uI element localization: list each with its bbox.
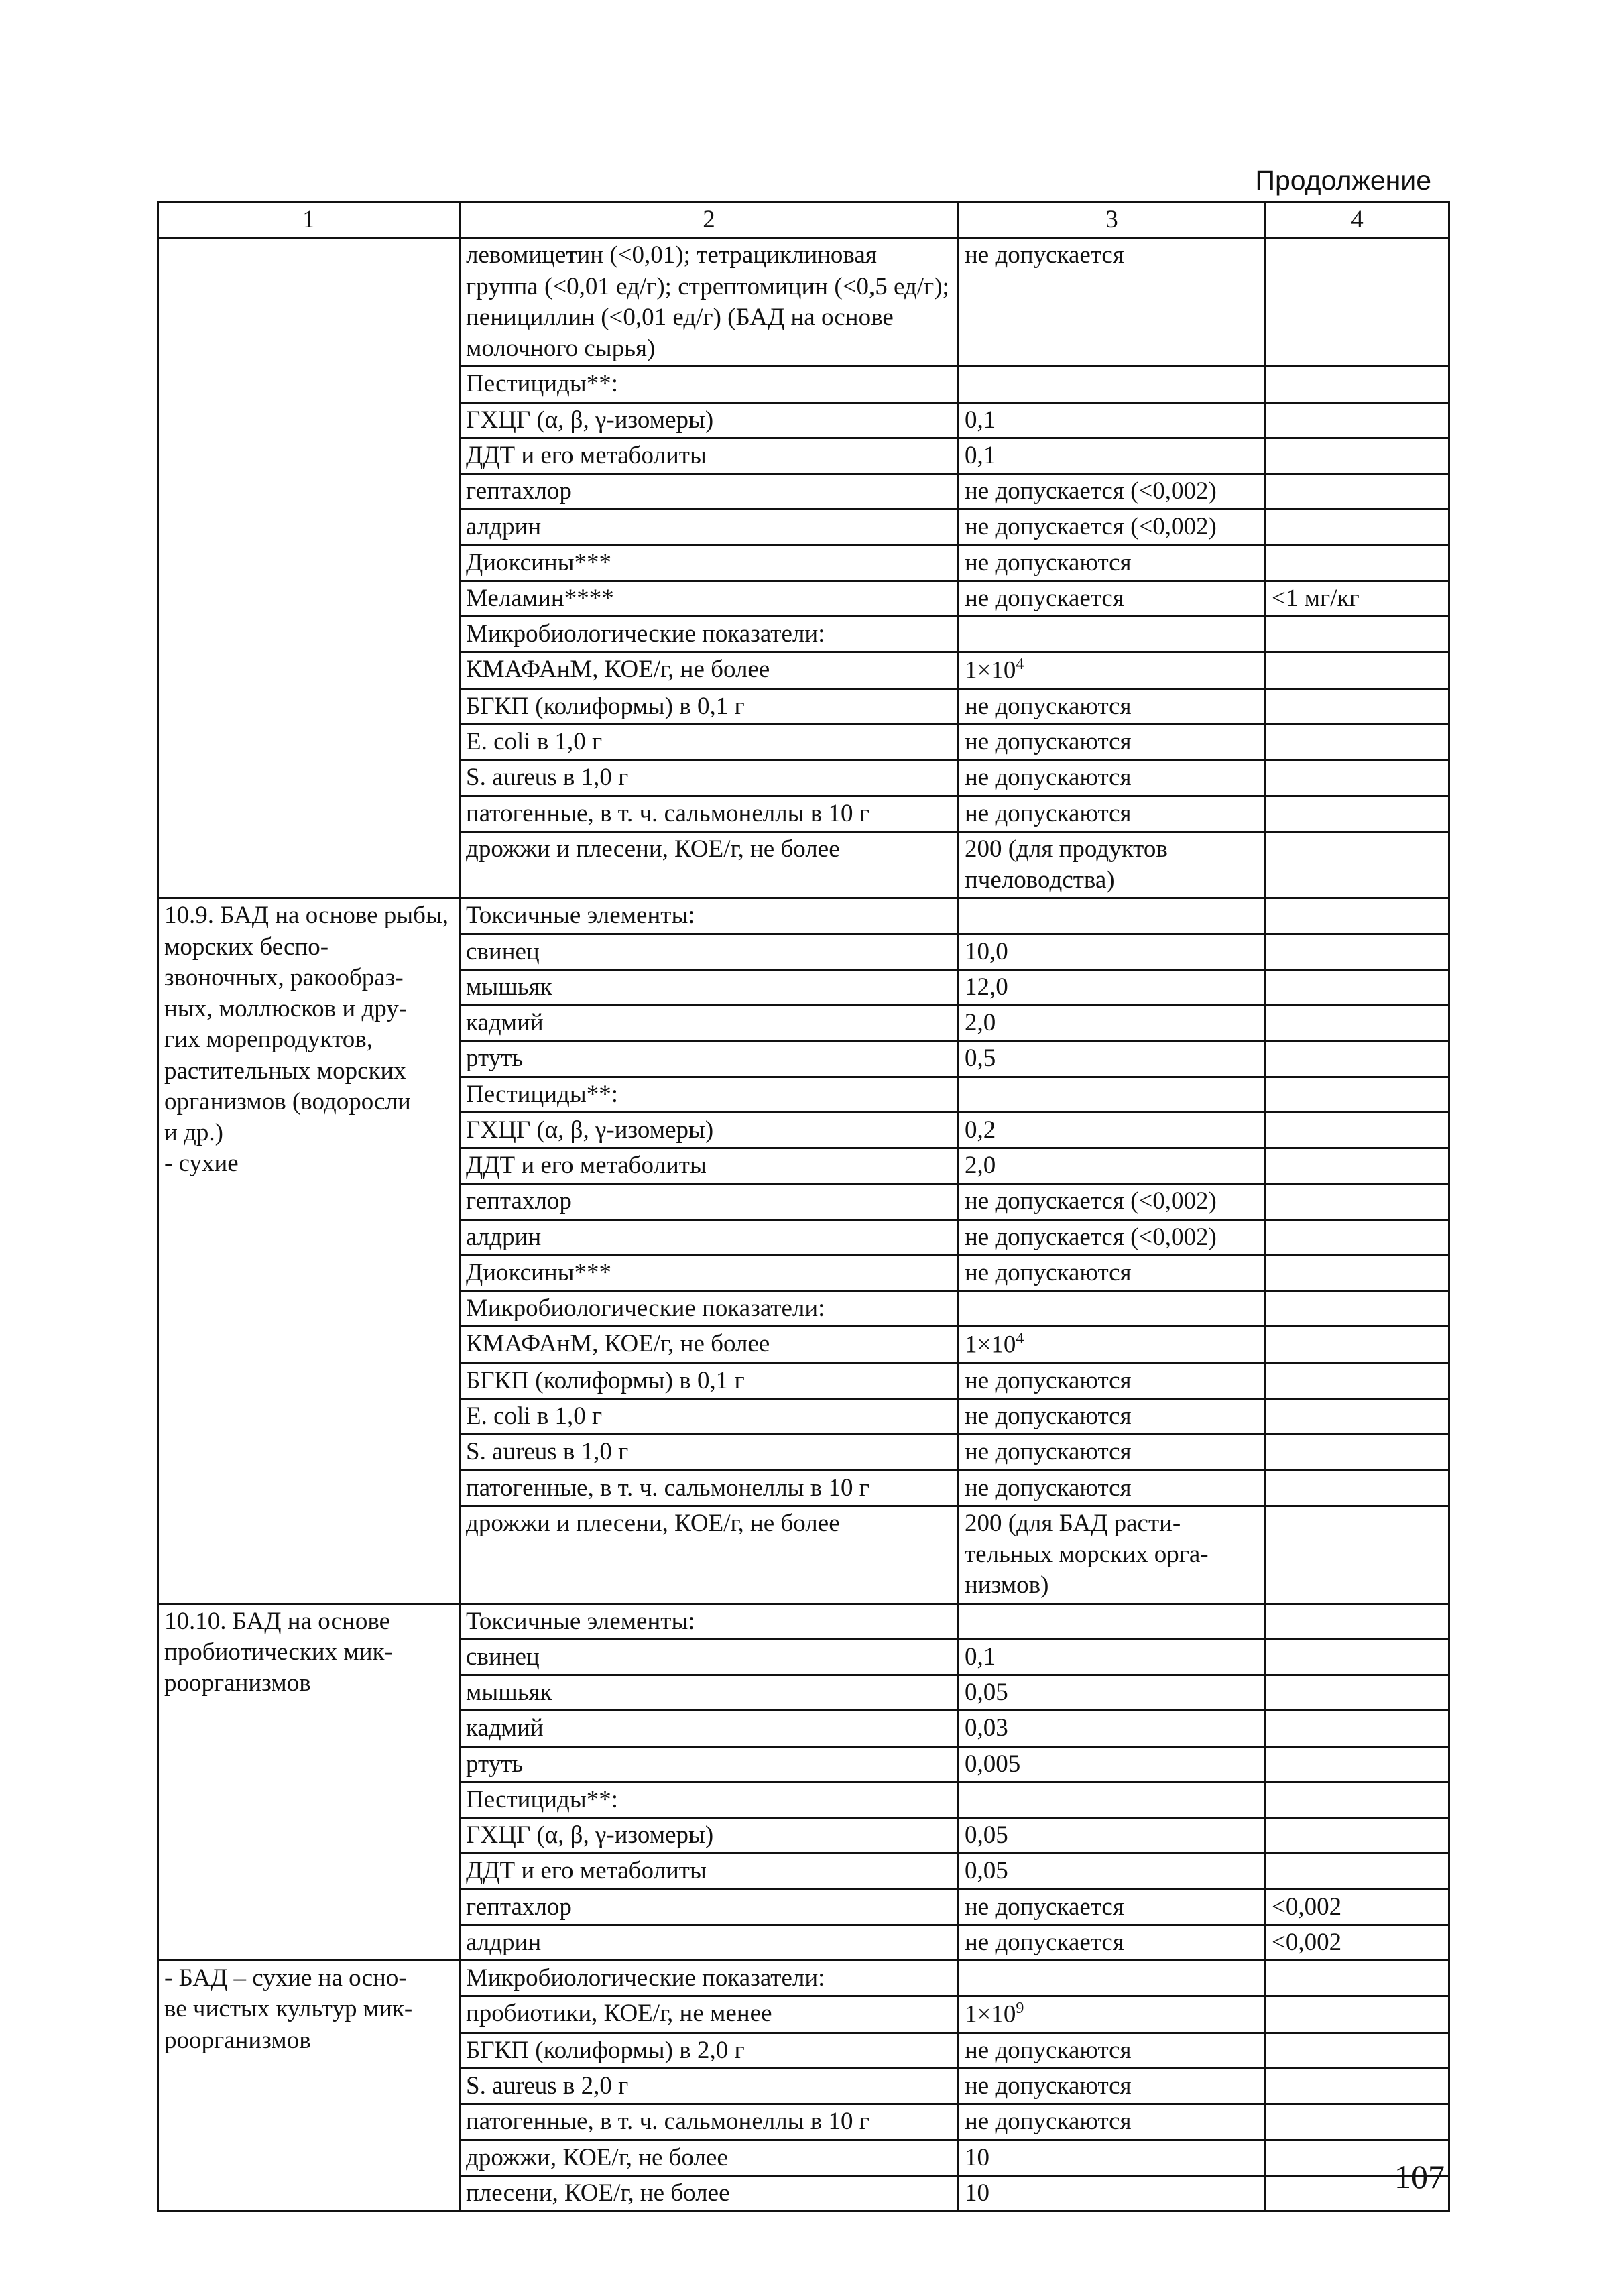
empty-cell [959, 1291, 1266, 1327]
limit-cell [959, 581, 1266, 616]
note-cell [1266, 2033, 1449, 2068]
limit-cell [959, 1639, 1266, 1675]
limit-cell [959, 1996, 1266, 2033]
indicator-cell: гептахлор [460, 1889, 959, 1925]
limit-cell [959, 438, 1266, 473]
group-label: Токсичные элементы: [460, 898, 959, 934]
limit-cell [959, 2033, 1266, 2068]
empty-cell [959, 1077, 1266, 1112]
limit-value: 0,1 [965, 441, 996, 469]
limit-value: 10 [965, 2143, 989, 2171]
limit-value: не допускаются [965, 1473, 1132, 1502]
indicator-cell: гептахлор [460, 1184, 959, 1219]
limit-value: 0,05 [965, 1821, 1008, 1850]
group-row [158, 1604, 1449, 1639]
note-cell [1266, 1006, 1449, 1041]
note-cell [1266, 1818, 1449, 1854]
limit-value: 1×10 [965, 2000, 1016, 2029]
note-cell [1266, 238, 1449, 367]
limit-cell [959, 1363, 1266, 1398]
limit-value: не допускается (<0,002) [965, 1223, 1217, 1251]
note-cell [1266, 1399, 1449, 1435]
column-header: 3 [959, 202, 1266, 238]
group-row [158, 898, 1449, 934]
limit-value: 2,0 [965, 1009, 996, 1037]
limit-cell [959, 2104, 1266, 2140]
indicator-cell: кадмий [460, 1006, 959, 1041]
limit-cell [959, 1925, 1266, 1960]
indicator-cell: мышьяк [460, 969, 959, 1005]
empty-cell [1266, 1604, 1449, 1639]
limit-cell [959, 238, 1266, 367]
table-row [158, 238, 1449, 367]
limit-cell [959, 652, 1266, 689]
indicator-cell: мышьяк [460, 1675, 959, 1711]
limit-value: не допускается [965, 1928, 1124, 1956]
group-label: Пестициды**: [460, 1077, 959, 1112]
indicator-cell: алдрин [460, 1219, 959, 1255]
limit-value: 0,5 [965, 1044, 996, 1073]
note-cell [1266, 509, 1449, 545]
limit-value: не допускаются [965, 2108, 1132, 2136]
indicator-cell: КМАФАнМ, КОЕ/г, не более [460, 1327, 959, 1364]
continuation-label: Продолжение [1255, 165, 1431, 196]
indicator-cell: ГХЦГ (α, β, γ-изомеры) [460, 1112, 959, 1148]
page-number: 107 [1394, 2158, 1445, 2195]
limit-value: не допускаются [965, 1402, 1132, 1431]
limit-value: не допускаются [965, 1258, 1132, 1286]
limit-cell [959, 725, 1266, 760]
requirements-table [157, 201, 1450, 2212]
limit-cell [959, 1675, 1266, 1711]
limit-cell [959, 969, 1266, 1005]
note-cell [1266, 1711, 1449, 1746]
indicator-cell: левомицетин (<0,01); тетрациклиновая группа (<0,01 ед/г); стрептомицин (<0,5 ед/г); пенициллин (<0,01 ед/г) (БАД на основе молочного сырья) [460, 238, 959, 367]
empty-cell [959, 617, 1266, 652]
empty-cell [959, 1782, 1266, 1817]
indicator-cell: свинец [460, 934, 959, 969]
limit-cell [959, 474, 1266, 509]
note-cell [1266, 1470, 1449, 1506]
note-cell [1266, 1675, 1449, 1711]
limit-cell [959, 1041, 1266, 1077]
note-cell [1266, 2069, 1449, 2104]
limit-value: не допускаются [965, 764, 1132, 792]
product-category: 10.10. БАД на основе пробиотических мик- роорганизмов [158, 1604, 460, 1961]
note-cell [1266, 1255, 1449, 1290]
indicator-cell: патогенные, в т. ч. сальмонеллы в 10 г [460, 1470, 959, 1506]
limit-value: не допускаются [965, 799, 1132, 827]
note-cell [1266, 688, 1449, 724]
limit-cell [959, 1219, 1266, 1255]
limit-value: не допускаются [965, 728, 1132, 756]
note-cell [1266, 545, 1449, 581]
limit-value: 0,05 [965, 1857, 1008, 1885]
indicator-cell: дрожжи, КОЕ/г, не более [460, 2140, 959, 2175]
limit-value: 2,0 [965, 1152, 996, 1180]
limit-cell [959, 688, 1266, 724]
limit-value: не допускаются [965, 548, 1132, 577]
limit-cell [959, 796, 1266, 831]
limit-value: не допускается (<0,002) [965, 477, 1217, 505]
limit-cell [959, 1327, 1266, 1364]
limit-value: 0,2 [965, 1115, 996, 1144]
note-cell [1266, 1435, 1449, 1470]
indicator-cell: ГХЦГ (α, β, γ-изомеры) [460, 1818, 959, 1854]
limit-exponent: 9 [1016, 2000, 1024, 2018]
group-label: Микробиологические показатели: [460, 1291, 959, 1327]
note-cell [1266, 934, 1449, 969]
indicator-cell: БГКП (колиформы) в 2,0 г [460, 2033, 959, 2068]
note-cell [1266, 760, 1449, 796]
column-header: 4 [1266, 202, 1449, 238]
limit-value: не допускаются [965, 1366, 1132, 1394]
indicator-cell: ДДТ и его метаболиты [460, 1854, 959, 1889]
limit-value: 12,0 [965, 973, 1008, 1001]
group-label: Пестициды**: [460, 1782, 959, 1817]
note-cell [1266, 1327, 1449, 1364]
column-header: 2 [460, 202, 959, 238]
note-cell [1266, 831, 1449, 898]
limit-value: не допускаются [965, 692, 1132, 720]
limit-value: 0,05 [965, 1679, 1008, 1707]
note-cell: <0,002 [1266, 1925, 1449, 1960]
note-cell [1266, 725, 1449, 760]
note-cell [1266, 1112, 1449, 1148]
limit-value: 1×10 [965, 1331, 1016, 1359]
indicator-cell: патогенные, в т. ч. сальмонеллы в 10 г [460, 796, 959, 831]
limit-cell [959, 509, 1266, 545]
indicator-cell: кадмий [460, 1711, 959, 1746]
limit-value: 200 (для БАД расти- тельных морских орга- низмов) [965, 1509, 1209, 1599]
note-cell: <0,002 [1266, 1889, 1449, 1925]
indicator-cell: дрожжи и плесени, КОЕ/г, не более [460, 831, 959, 898]
indicator-cell: пробиотики, КОЕ/г, не менее [460, 1996, 959, 2033]
indicator-cell: E. coli в 1,0 г [460, 1399, 959, 1435]
indicator-cell: S. aureus в 1,0 г [460, 1435, 959, 1470]
limit-value: не допускается [965, 241, 1124, 269]
limit-cell [959, 1435, 1266, 1470]
limit-cell [959, 1148, 1266, 1184]
limit-value: 10,0 [965, 937, 1008, 965]
note-cell [1266, 402, 1449, 438]
limit-cell [959, 1506, 1266, 1604]
indicator-cell: БГКП (колиформы) в 0,1 г [460, 688, 959, 724]
note-cell [1266, 1363, 1449, 1398]
limit-value: 1×10 [965, 656, 1016, 684]
limit-cell [959, 2175, 1266, 2211]
limit-cell [959, 1818, 1266, 1854]
limit-cell [959, 545, 1266, 581]
note-cell [1266, 1041, 1449, 1077]
note-cell: <1 мг/кг [1266, 581, 1449, 616]
empty-cell [959, 1961, 1266, 1996]
limit-value: не допускаются [965, 1438, 1132, 1466]
limit-value: не допускаются [965, 2036, 1132, 2064]
indicator-cell: Диоксины*** [460, 545, 959, 581]
limit-value: 10 [965, 2179, 989, 2207]
group-label: Пестициды**: [460, 367, 959, 402]
indicator-cell: КМАФАнМ, КОЕ/г, не более [460, 652, 959, 689]
indicator-cell: ртуть [460, 1746, 959, 1782]
note-cell [1266, 1506, 1449, 1604]
limit-exponent: 4 [1016, 1330, 1024, 1348]
limit-cell [959, 934, 1266, 969]
column-header: 1 [158, 202, 460, 238]
limit-cell [959, 760, 1266, 796]
note-cell [1266, 796, 1449, 831]
empty-cell [1266, 898, 1449, 934]
note-cell [1266, 1854, 1449, 1889]
limit-value: 0,1 [965, 406, 996, 434]
limit-exponent: 4 [1016, 656, 1024, 674]
indicator-cell: БГКП (колиформы) в 0,1 г [460, 1363, 959, 1398]
product-category [158, 238, 460, 898]
empty-cell [1266, 367, 1449, 402]
indicator-cell: дрожжи и плесени, КОЕ/г, не более [460, 1506, 959, 1604]
indicator-cell: алдрин [460, 1925, 959, 1960]
indicator-cell: ДДТ и его метаболиты [460, 438, 959, 473]
indicator-cell: Диоксины*** [460, 1255, 959, 1290]
note-cell [1266, 969, 1449, 1005]
limit-cell [959, 1470, 1266, 1506]
indicator-cell: E. coli в 1,0 г [460, 725, 959, 760]
limit-value: не допускается [965, 1892, 1124, 1921]
empty-cell [1266, 1077, 1449, 1112]
product-category: 10.9. БАД на основе рыбы, морских беспо- звоночных, ракообраз- ных, моллюсков и дру- гих морепродуктов, растительных морских организмов (водоросли и др.) - сухие [158, 898, 460, 1604]
group-row [158, 1961, 1449, 1996]
empty-cell [1266, 1782, 1449, 1817]
limit-cell [959, 1711, 1266, 1746]
group-label: Микробиологические показатели: [460, 1961, 959, 1996]
limit-cell [959, 2140, 1266, 2175]
limit-cell [959, 1184, 1266, 1219]
column-number-row [158, 202, 1449, 238]
indicator-cell: свинец [460, 1639, 959, 1675]
limit-value: не допускается (<0,002) [965, 513, 1217, 541]
limit-value: 200 (для продуктов пчеловодства) [965, 835, 1168, 894]
limit-cell [959, 1006, 1266, 1041]
note-cell [1266, 652, 1449, 689]
empty-cell [959, 367, 1266, 402]
note-cell [1266, 438, 1449, 473]
indicator-cell: плесени, КОЕ/г, не более [460, 2175, 959, 2211]
limit-cell [959, 1746, 1266, 1782]
empty-cell [1266, 1291, 1449, 1327]
limit-value: не допускается (<0,002) [965, 1187, 1217, 1215]
indicator-cell: патогенные, в т. ч. сальмонеллы в 10 г [460, 2104, 959, 2140]
empty-cell [1266, 617, 1449, 652]
limit-cell [959, 1889, 1266, 1925]
limit-cell [959, 1112, 1266, 1148]
indicator-cell: ртуть [460, 1041, 959, 1077]
note-cell [1266, 1639, 1449, 1675]
limit-value: 0,03 [965, 1714, 1008, 1742]
limit-cell [959, 2069, 1266, 2104]
limit-value: 0,1 [965, 1642, 996, 1671]
limit-cell [959, 831, 1266, 898]
indicator-cell: S. aureus в 2,0 г [460, 2069, 959, 2104]
product-category: - БАД – сухие на осно- ве чистых культур мик- роорганизмов [158, 1961, 460, 2212]
empty-cell [959, 1604, 1266, 1639]
limit-value: 0,005 [965, 1750, 1021, 1778]
group-label: Токсичные элементы: [460, 1604, 959, 1639]
note-cell [1266, 474, 1449, 509]
note-cell [1266, 1746, 1449, 1782]
indicator-cell: ДДТ и его метаболиты [460, 1148, 959, 1184]
empty-cell [959, 898, 1266, 934]
limit-value: не допускаются [965, 2072, 1132, 2100]
limit-cell [959, 1255, 1266, 1290]
indicator-cell: гептахлор [460, 474, 959, 509]
group-label: Микробиологические показатели: [460, 617, 959, 652]
note-cell [1266, 2104, 1449, 2140]
limit-value: не допускается [965, 584, 1124, 612]
indicator-cell: ГХЦГ (α, β, γ-изомеры) [460, 402, 959, 438]
indicator-cell: Меламин**** [460, 581, 959, 616]
limit-cell [959, 402, 1266, 438]
limit-cell [959, 1854, 1266, 1889]
note-cell [1266, 1184, 1449, 1219]
note-cell [1266, 1148, 1449, 1184]
empty-cell [1266, 1961, 1449, 1996]
limit-cell [959, 1399, 1266, 1435]
note-cell [1266, 1996, 1449, 2033]
indicator-cell: S. aureus в 1,0 г [460, 760, 959, 796]
note-cell [1266, 1219, 1449, 1255]
indicator-cell: алдрин [460, 509, 959, 545]
